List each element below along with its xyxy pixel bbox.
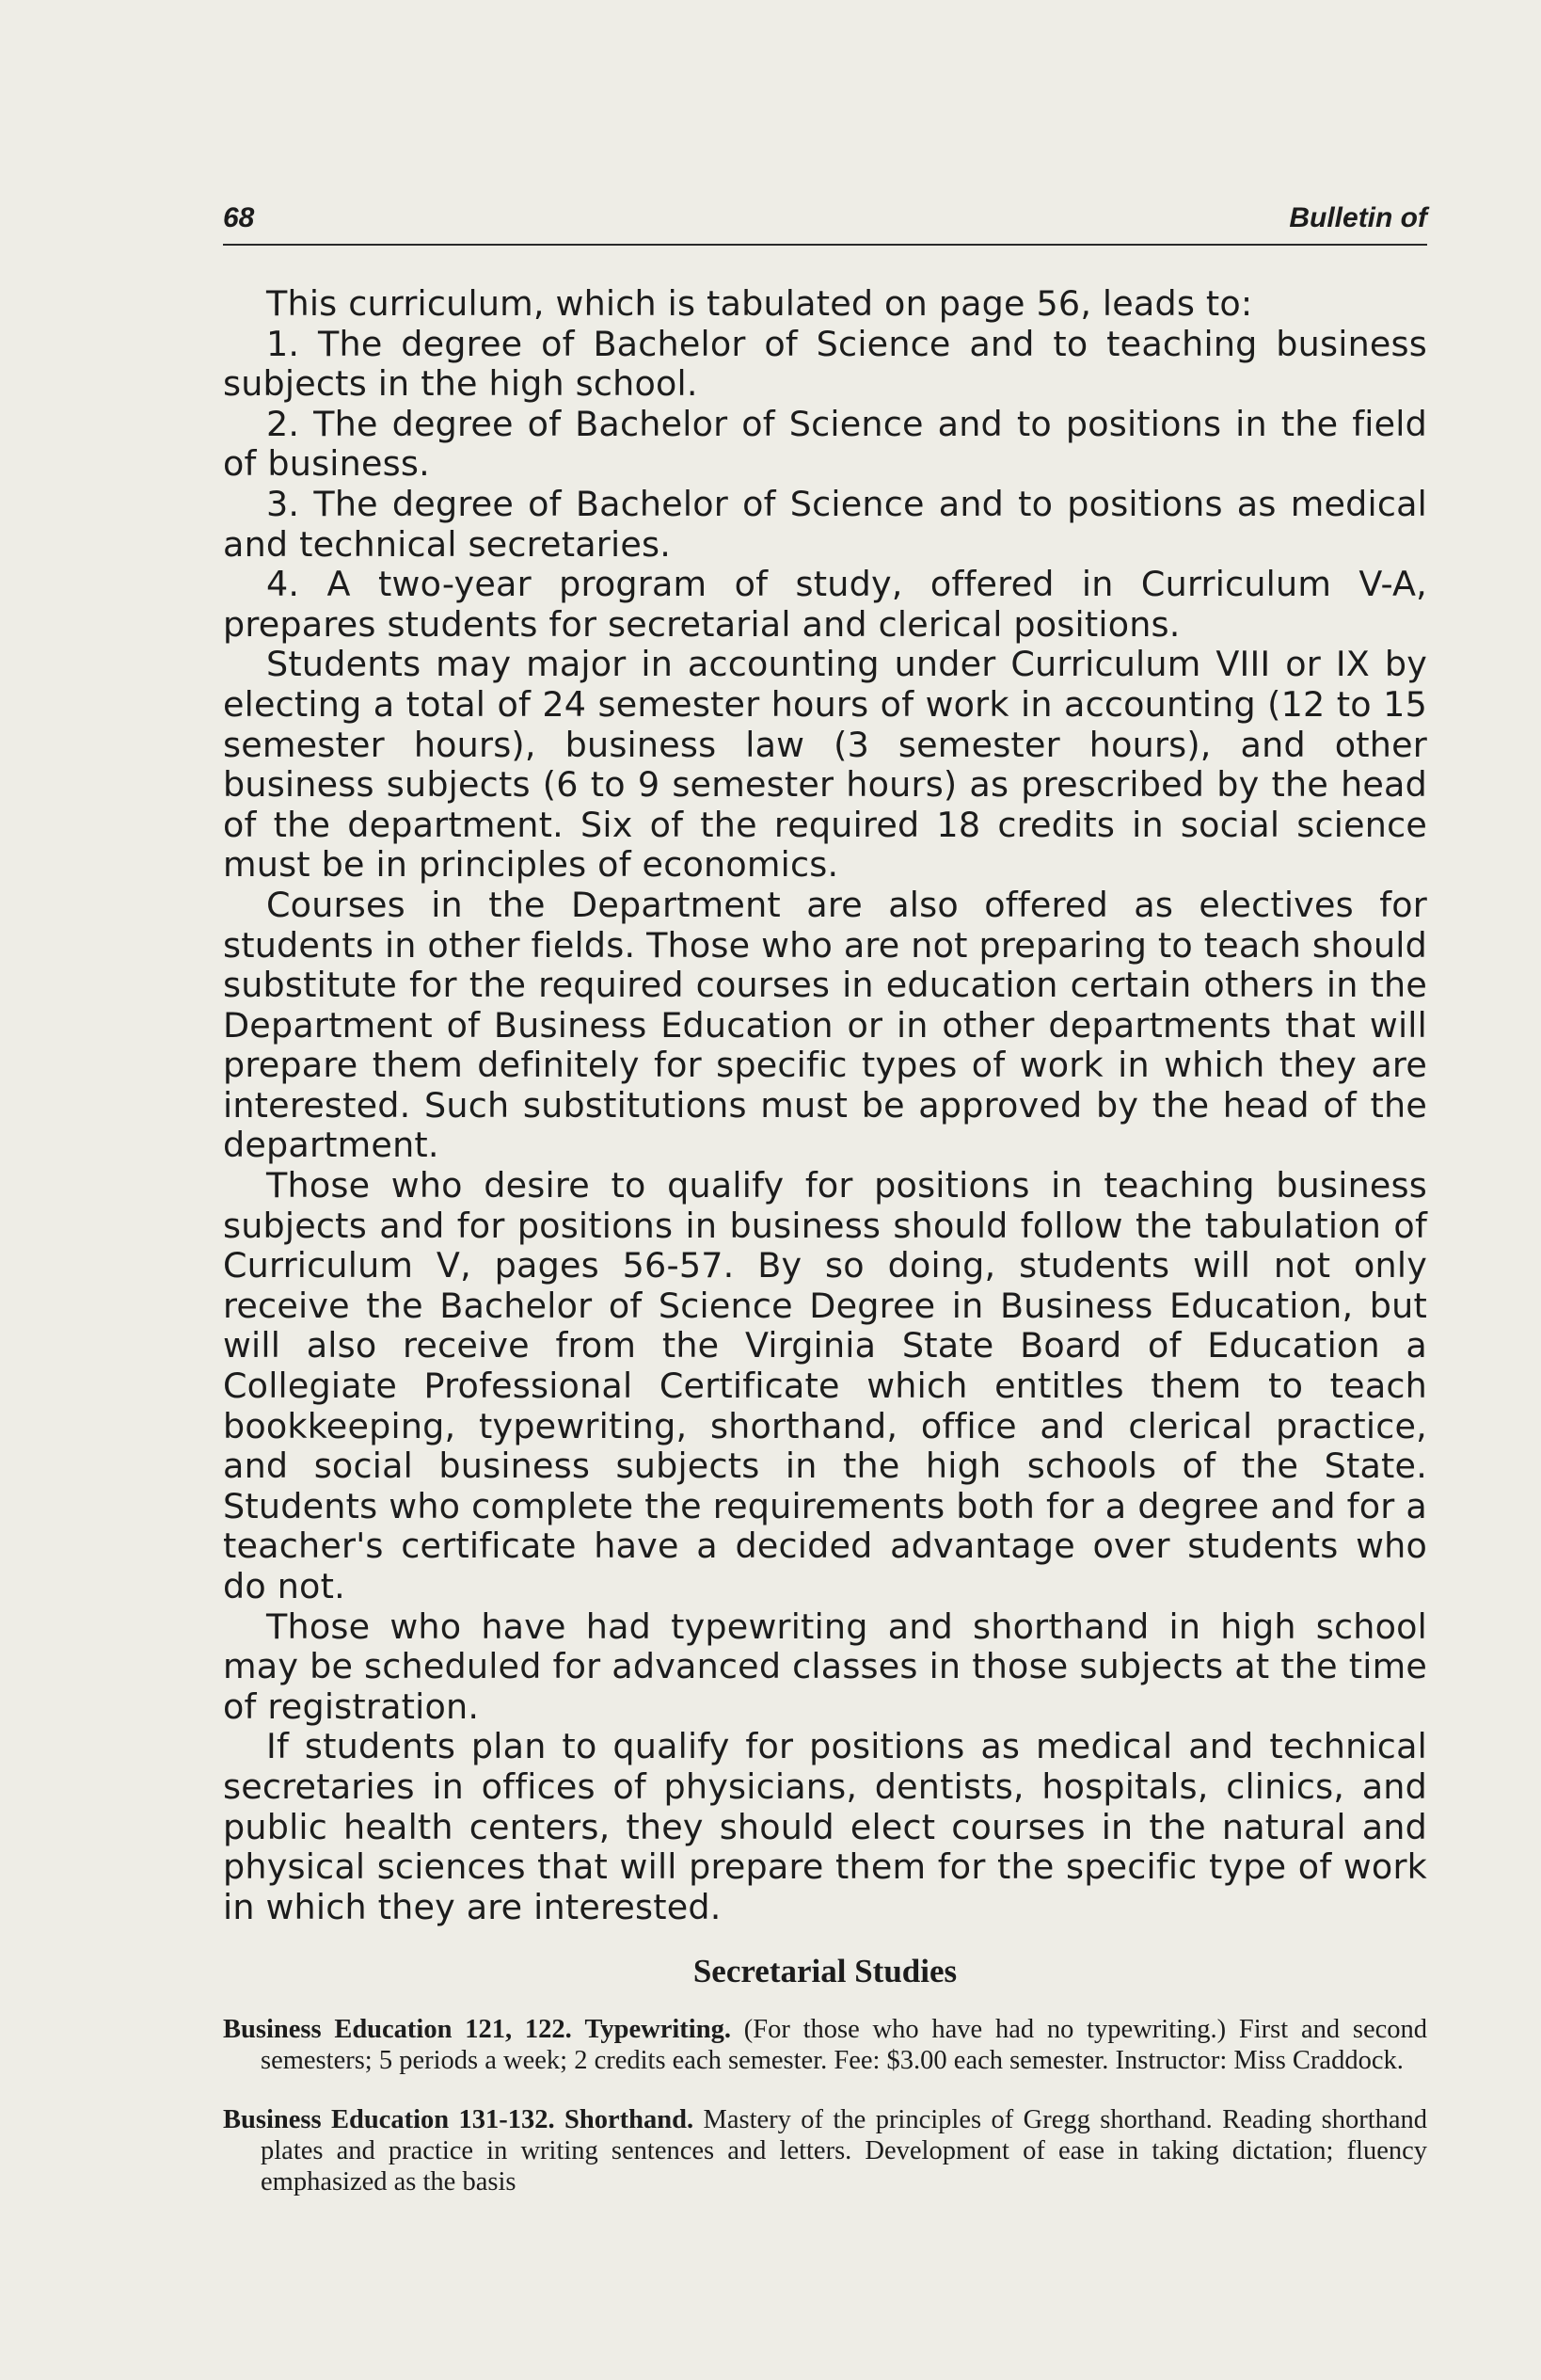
list-item-2: 2. The degree of Bachelor of Science and to positions in the field of business.: [223, 403, 1427, 485]
certification-paragraph: Those who desire to qualify for positions in teaching business subjects and for positions in business should follow the tabulation of Curriculum V, pages 56-57. By so doing, students will not only receive the Bachelor of Science Degree in Business Education, but will also receive from the Virginia State Board of Education a Collegiate Professional Certificate which entitles them to teach bookkeeping, typewriting, shorthand, office and clerical practice, and social business subjects in the high schools of the State. Students who complete the requirements both for a degree and for a teacher's certificate have a decided advantage over students who do not.: [223, 1165, 1427, 1606]
course-entry: [223, 2014, 1427, 2076]
course-title: Typewriting.: [584, 2015, 731, 2044]
advanced-classes-paragraph: Those who have had typewriting and shorthand in high school may be scheduled for advanced classes in those subjects at the time of registration.: [223, 1605, 1427, 1727]
list-item-4: 4. A two-year program of study, offered in Curriculum V-A, prepares students for secretarial and clerical positions.: [223, 564, 1427, 645]
running-title: Bulletin of: [1289, 202, 1427, 233]
course-code: Business Education 121, 122.: [223, 2015, 572, 2044]
intro-paragraph: This curriculum, which is tabulated on page 56, leads to:: [266, 283, 1253, 324]
course-description: Mastery of the principles of Gregg shorthand. Reading shorthand plates and practice in writing sentences and letters. Development of ease in taking dictation; fluency emphasized as the basis: [261, 2105, 1428, 2196]
page-header: [223, 200, 1427, 246]
course-description: (For those who have had no typewriting.) First and second semesters; 5 periods a week; 2 credits each semester. Fee: $3.00 each semester. Instructor: Miss Craddock.: [261, 2015, 1428, 2075]
course-title: Shorthand.: [564, 2105, 694, 2134]
accounting-paragraph: Students may major in accounting under Curriculum VIII or IX by electing a total of 24 semester hours of work in accounting (12 to 15 semester hours), business law (3 semester hours), and other business subjects (6 to 9 semester hours) as prescribed by the head of the department. Six of the required 18 credits in social science must be in principles of economics.: [223, 644, 1427, 886]
medical-secretaries-paragraph: If students plan to qualify for positions as medical and technical secretaries in offices of physicians, dentists, hospitals, clinics, and public health centers, they should elect courses in the natural and physical sciences that will prepare them for the specific type of work in which they are interested.: [223, 1726, 1427, 1927]
electives-paragraph: Courses in the Department are also offered as electives for students in other fields. Those who are not preparing to teach should substitute for the required courses in education certain others in the Department of Business Education or in other departments that will prepare them definitely for specific types of work in which they are interested. Such substitutions must be approved by the head of the department.: [223, 884, 1427, 1166]
body-text: [223, 284, 1427, 1927]
course-list: [223, 2014, 1427, 2226]
course-entry: [223, 2104, 1427, 2197]
list-item-3: 3. The degree of Bachelor of Science and to positions as medical and technical secretaries.: [223, 483, 1427, 565]
page-number: 68: [223, 202, 255, 233]
list-item-1: 1. The degree of Bachelor of Science and to teaching business subjects in the high school.: [223, 323, 1427, 405]
section-heading: Secretarial Studies: [692, 1953, 958, 1989]
course-code: Business Education 131-132.: [223, 2105, 555, 2134]
